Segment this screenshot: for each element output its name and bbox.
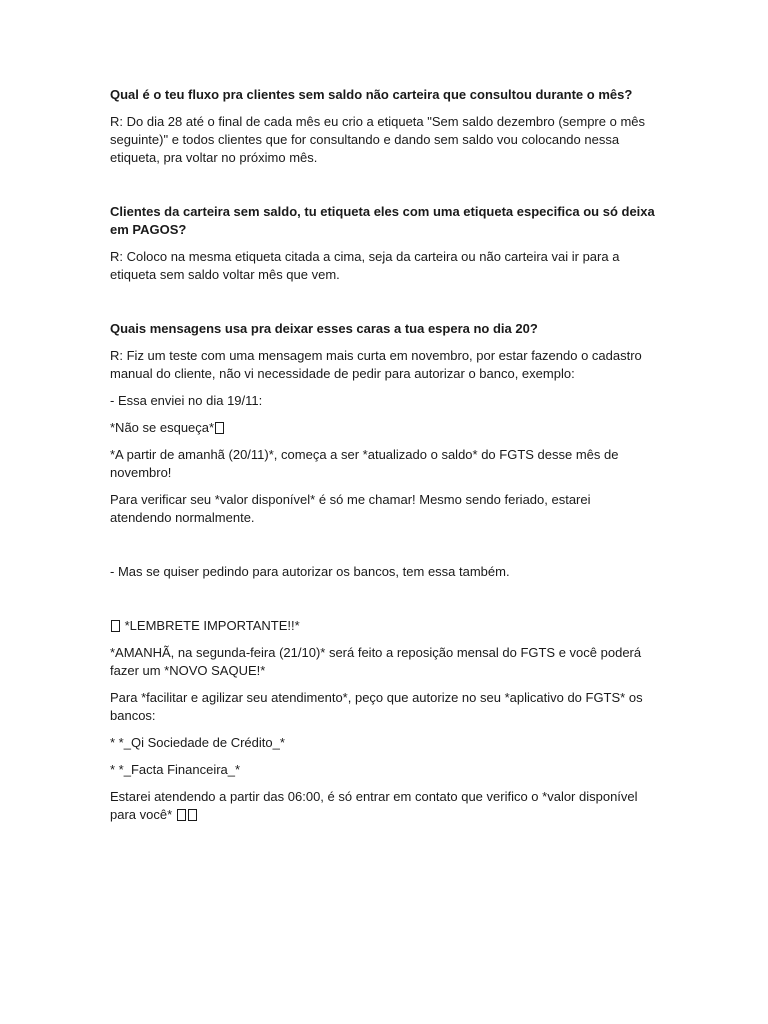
question-2: Clientes da carteira sem saldo, tu etiqueta eles com uma etiqueta especifica ou só deixa em PAGOS? (110, 204, 655, 237)
document-content (110, 86, 655, 833)
answer-3: R: Fiz um teste com uma mensagem mais curta em novembro, por estar fazendo o cadastro manual do cliente, não vi necessidade de pedir para autorizar o banco, exemplo: (110, 348, 642, 381)
message-1-line-2: *A partir de amanhã (20/11)*, começa a ser *atualizado o saldo* do FGTS desse mês de novembro! (110, 447, 619, 480)
message-2-line-2: *AMANHÃ, na segunda-feira (21/10)* será feito a reposição mensal do FGTS e você poderá fazer um *NOVO SAQUE!* (110, 645, 642, 678)
message-2-bank-2: * *_Facta Financeira_* (110, 762, 241, 777)
message-2-line-4 (110, 788, 655, 824)
message-1-line-1 (110, 419, 655, 437)
message-2-line-4-text: Estarei atendendo a partir das 06:00, é só entrar em contato que verifico o *valor disponível para você* (110, 789, 638, 822)
missing-glyph-icon (215, 422, 224, 434)
message-2-line-3: Para *facilitar e agilizar seu atendimento*, peço que autorize no seu *aplicativo do FGTS* os bancos: (110, 690, 643, 723)
message-2-line-1-text: *LEMBRETE IMPORTANTE!!* (124, 618, 300, 633)
question-1: Qual é o teu fluxo pra clientes sem saldo não carteira que consultou durante o mês? (110, 87, 633, 102)
message-2-intro: - Mas se quiser pedindo para autorizar os bancos, tem essa também. (110, 564, 510, 579)
message-1-line-3: Para verificar seu *valor disponível* é só me chamar! Mesmo sendo feriado, estarei atendendo normalmente. (110, 492, 591, 525)
answer-2: R: Coloco na mesma etiqueta citada a cima, seja da carteira ou não carteira vai ir para a etiqueta sem saldo voltar mês que vem. (110, 249, 620, 282)
message-2-line-1 (110, 617, 655, 635)
question-3: Quais mensagens usa pra deixar esses caras a tua espera no dia 20? (110, 321, 538, 336)
missing-glyph-icon (177, 809, 186, 821)
message-1-intro: - Essa enviei no dia 19/11: (110, 393, 263, 408)
message-2-bank-1: * *_Qi Sociedade de Crédito_* (110, 735, 285, 750)
missing-glyph-icon (111, 620, 120, 632)
answer-1: R: Do dia 28 até o final de cada mês eu crio a etiqueta "Sem saldo dezembro (sempre o mês seguinte)" e todos clientes que for consultando e dando sem saldo vou colocando nessa etiqueta, pra voltar no próximo mês. (110, 114, 646, 165)
message-1-line-1-text: *Não se esqueça* (110, 420, 215, 435)
missing-glyph-icon (188, 809, 197, 821)
